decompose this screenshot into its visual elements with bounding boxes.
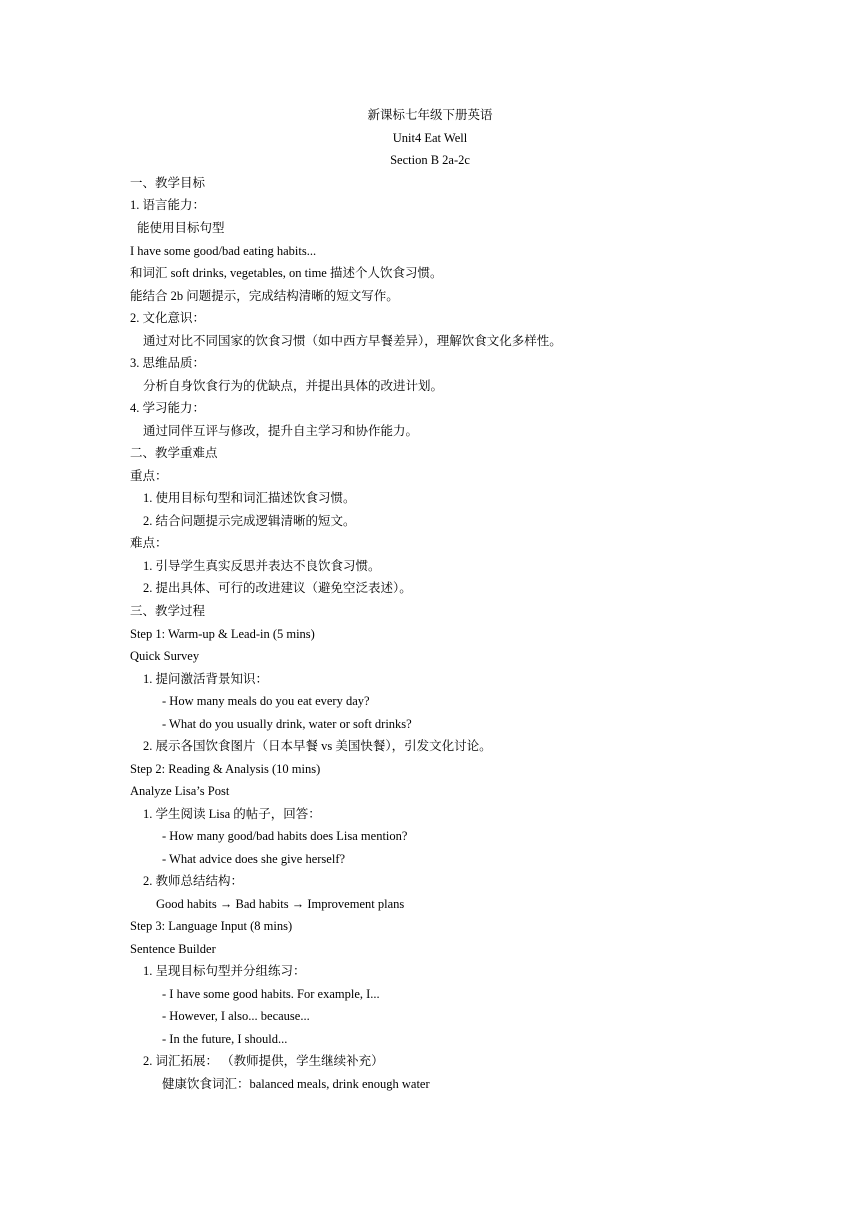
heading-process: 三、教学过程 xyxy=(130,604,206,618)
doc-title: 新课标七年级下册英语 xyxy=(367,108,493,122)
text-line: Sentence Builder xyxy=(130,942,216,956)
text-line: 健康饮食词汇：balanced meals, drink enough water xyxy=(162,1077,430,1091)
text-line: I have some good/bad eating habits... xyxy=(130,244,317,258)
text-line: - What do you usually drink, water or soft drinks? xyxy=(162,717,412,731)
list-item: 2. 教师总结结构： xyxy=(143,874,244,888)
text-line: - How many meals do you eat every day? xyxy=(162,694,370,708)
text-line: - However, I also... because... xyxy=(162,1009,310,1023)
text-line: Quick Survey xyxy=(130,649,200,663)
list-item: 1. 学生阅读 Lisa 的帖子，回答： xyxy=(143,807,321,821)
list-item: 1. 语言能力： xyxy=(130,198,206,212)
text-line: 通过同伴互评与修改，提升自主学习和协作能力。 xyxy=(143,424,419,438)
step-heading: Step 2: Reading & Analysis (10 mins) xyxy=(130,762,321,776)
text-line: 重点： xyxy=(130,469,168,483)
list-item: 1. 引导学生真实反思并表达不良饮食习惯。 xyxy=(143,559,381,573)
text-line: - How many good/bad habits does Lisa mention? xyxy=(162,829,408,843)
text-line: 能结合 2b 问题提示，完成结构清晰的短文写作。 xyxy=(130,289,399,303)
list-item: 4. 学习能力： xyxy=(130,401,206,415)
text-line: 通过对比不同国家的饮食习惯（如中西方早餐差异），理解饮食文化多样性。 xyxy=(143,334,562,348)
list-item: 2. 结合问题提示完成逻辑清晰的短文。 xyxy=(143,514,356,528)
text-line: - I have some good habits. For example, I... xyxy=(162,987,380,1001)
text-line: 和词汇 soft drinks, vegetables, on time 描述个人饮食习惯。 xyxy=(130,266,443,280)
step-heading: Step 1: Warm-up & Lead-in (5 mins) xyxy=(130,627,315,641)
list-item: 1. 使用目标句型和词汇描述饮食习惯。 xyxy=(143,491,356,505)
list-item: 2. 提出具体、可行的改进建议（避免空泛表述）。 xyxy=(143,581,412,595)
text-line: 能使用目标句型 xyxy=(137,221,225,235)
step-heading: Step 3: Language Input (8 mins) xyxy=(130,919,293,933)
list-item: 1. 呈现目标句型并分组练习： xyxy=(143,964,306,978)
doc-section-title: Section B 2a-2c xyxy=(390,153,470,167)
list-item: 2. 展示各国饮食图片（日本早餐 vs 美国快餐），引发文化讨论。 xyxy=(143,739,492,753)
list-item: 2. 词汇拓展： （教师提供，学生继续补充） xyxy=(143,1054,384,1068)
doc-unit-title: Unit4 Eat Well xyxy=(392,131,468,145)
text-line: - In the future, I should... xyxy=(162,1032,288,1046)
list-item: 3. 思维品质： xyxy=(130,356,206,370)
text-line: 分析自身饮食行为的优缺点，并提出具体的改进计划。 xyxy=(143,379,444,393)
heading-objectives: 一、教学目标 xyxy=(130,176,206,190)
heading-key-points: 二、教学重难点 xyxy=(130,446,218,460)
text-line: 难点： xyxy=(130,536,168,550)
text-line: - What advice does she give herself? xyxy=(162,852,346,866)
text-line: Good habits → Bad habits → Improvement plans xyxy=(156,897,405,911)
list-item: 2. 文化意识： xyxy=(130,311,206,325)
list-item: 1. 提问激活背景知识： xyxy=(143,672,269,686)
text-line: Analyze Lisa’s Post xyxy=(130,784,230,798)
